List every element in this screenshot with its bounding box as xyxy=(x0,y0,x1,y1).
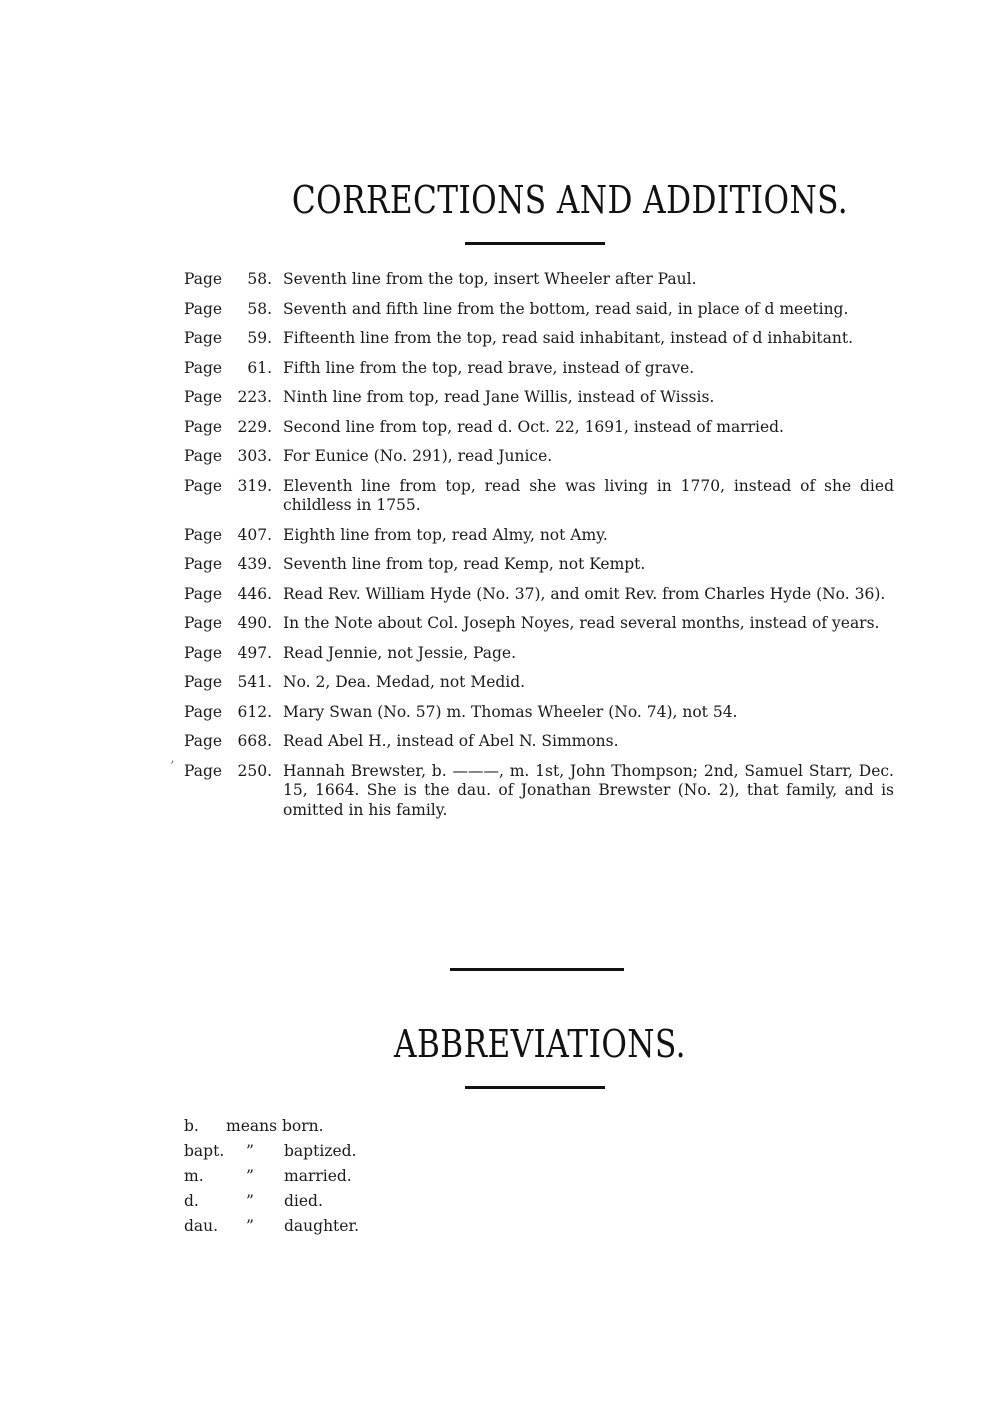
correction-text: Seventh line from the top, insert Wheeler after Paul. xyxy=(283,270,697,288)
abbreviation-meaning: married. xyxy=(284,1167,352,1185)
correction-entry xyxy=(184,673,894,693)
correction-text: Eighth line from top, read Almy, not Amy. xyxy=(283,525,608,544)
correction-text: Fifteenth line from the top, read said inhabitant, instead of d inhabitant. xyxy=(283,329,854,347)
correction-page-ref: Page 61. xyxy=(184,358,272,377)
ditto-mark: ” xyxy=(246,1167,254,1185)
abbreviation-row xyxy=(184,1164,359,1189)
correction-text: Eleventh line from top, read she was living in 1770, instead of she died childless in 1755. xyxy=(283,476,894,514)
correction-text: Seventh line from top, read Kemp, not Kempt. xyxy=(283,555,646,573)
abbreviation-meaning: daughter. xyxy=(284,1217,360,1235)
correction-page-ref: Page 439. xyxy=(184,555,272,573)
correction-entry xyxy=(184,703,894,723)
abbreviation-meaning: died. xyxy=(284,1192,323,1210)
abbreviation-meaning: means born. xyxy=(226,1117,324,1135)
correction-entry xyxy=(184,526,894,546)
correction-entry xyxy=(170,758,894,821)
correction-page-ref: Page 446. xyxy=(184,584,272,603)
correction-page-ref: Page 612. xyxy=(184,702,272,721)
correction-text: Fifth line from the top, read brave, instead of grave. xyxy=(283,358,695,377)
corrections-title: CORRECTIONS AND ADDITIONS. xyxy=(291,178,849,222)
abbreviation-row xyxy=(184,1189,359,1214)
correction-text: Hannah Brewster, b. ———, m. 1st, John Thompson; 2nd, Samuel Starr, Dec. 15, 1664. She is the dau. of Jonathan Brewster (No. 2), that family, and is omitted in his family. xyxy=(283,761,894,819)
correction-text: Read Rev. William Hyde (No. 37), and omit Rev. from Charles Hyde (No. 36). xyxy=(283,584,886,603)
correction-page-ref: Page 407. xyxy=(184,525,272,544)
correction-entry xyxy=(184,329,894,349)
correction-page-ref: Page 58. xyxy=(184,270,272,288)
correction-page-ref: Page 541. xyxy=(184,673,272,691)
correction-entry xyxy=(184,477,894,516)
correction-page-ref: Page 59. xyxy=(184,329,272,347)
correction-entry xyxy=(184,388,894,408)
ditto-mark: ” xyxy=(246,1142,254,1160)
correction-text: For Eunice (No. 291), read Junice. xyxy=(283,447,553,465)
correction-entry xyxy=(184,359,894,379)
correction-entry xyxy=(184,585,894,605)
correction-page-ref: Page 319. xyxy=(184,476,272,495)
correction-page-ref: Page 223. xyxy=(184,388,272,406)
correction-page-ref: Page 668. xyxy=(184,732,272,750)
correction-text: Ninth line from top, read Jane Willis, instead of Wissis. xyxy=(283,388,715,406)
correction-text: Seventh and fifth line from the bottom, read said, in place of d meeting. xyxy=(283,299,849,318)
correction-entry xyxy=(184,644,894,664)
correction-page-ref: Page 58. xyxy=(184,299,272,318)
margin-mark: ’ xyxy=(170,758,175,775)
correction-entry xyxy=(184,270,894,290)
abbreviations-list xyxy=(184,1114,359,1239)
correction-entry xyxy=(184,447,894,467)
abbreviation-row xyxy=(184,1139,359,1164)
correction-page-ref: Page 303. xyxy=(184,447,272,465)
abbreviation-term: bapt. xyxy=(184,1142,225,1160)
abbreviation-term: dau. xyxy=(184,1217,219,1235)
correction-page-ref: Page 497. xyxy=(184,643,272,662)
corrections-list xyxy=(170,270,894,830)
correction-entry xyxy=(184,614,894,634)
abbreviations-title: ABBREVIATIONS. xyxy=(394,1022,686,1066)
correction-text: In the Note about Col. Joseph Noyes, read several months, instead of years. xyxy=(283,614,880,632)
abbreviation-meaning: baptized. xyxy=(284,1142,357,1160)
ditto-mark: ” xyxy=(246,1192,254,1210)
abbreviation-term: m. xyxy=(184,1167,204,1185)
correction-page-ref: Page 490. xyxy=(184,614,272,632)
title-underline-rule xyxy=(465,1086,605,1089)
correction-page-ref: Page 250. xyxy=(184,761,272,780)
abbreviation-row xyxy=(184,1214,359,1239)
correction-entry xyxy=(184,732,894,752)
title-underline-rule xyxy=(465,242,605,245)
section-divider-rule xyxy=(450,968,624,971)
correction-text: Mary Swan (No. 57) m. Thomas Wheeler (No. 74), not 54. xyxy=(283,702,738,721)
correction-text: Read Abel H., instead of Abel N. Simmons. xyxy=(283,732,619,750)
abbreviation-row xyxy=(184,1114,359,1139)
correction-entry xyxy=(184,418,894,438)
abbreviation-term: d. xyxy=(184,1192,199,1210)
abbreviation-term: b. xyxy=(184,1117,199,1135)
correction-page-ref: Page 229. xyxy=(184,417,272,436)
ditto-mark: ” xyxy=(246,1217,254,1235)
correction-text: No. 2, Dea. Medad, not Medid. xyxy=(283,673,526,691)
correction-text: Read Jennie, not Jessie, Page. xyxy=(283,643,517,662)
correction-entry xyxy=(184,300,894,320)
correction-entry xyxy=(184,555,894,575)
correction-text: Second line from top, read d. Oct. 22, 1691, instead of married. xyxy=(283,417,784,436)
